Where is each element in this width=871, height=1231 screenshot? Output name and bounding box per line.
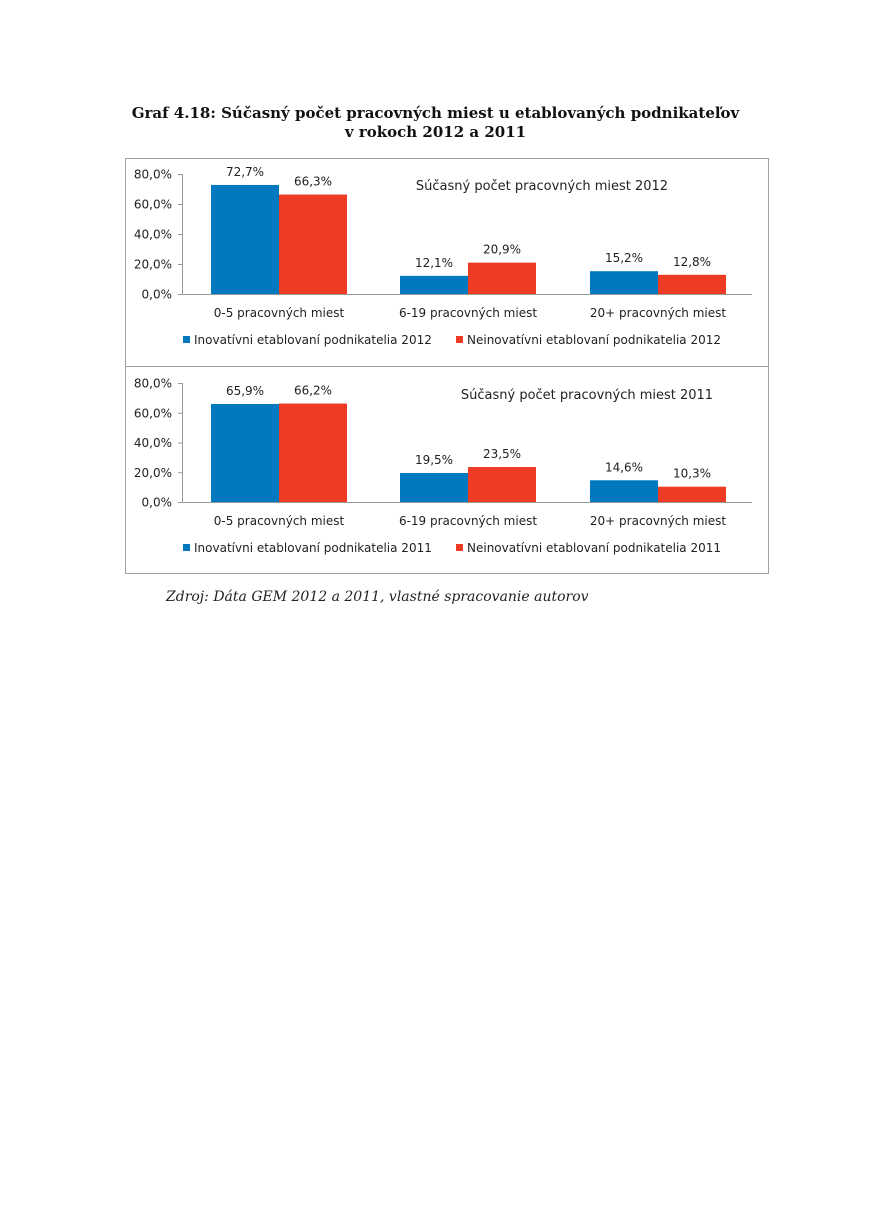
data-label: 14,6% — [604, 460, 644, 475]
bar — [468, 263, 536, 294]
legend-swatch — [183, 336, 190, 343]
data-label: 66,2% — [293, 383, 333, 398]
data-label: 15,2% — [604, 251, 644, 266]
figure-title-line-1: Graf 4.18: Súčasný počet pracovných miest u etablovaných podnikateľov — [131, 104, 740, 122]
legend-label: Inovatívni etablovaní podnikatelia 2012 — [194, 333, 432, 347]
data-label: 66,3% — [293, 174, 333, 189]
x-tick-label: 20+ pracovných miest — [589, 514, 727, 528]
chart-title: Súčasný počet pracovných miest 2011 — [460, 388, 714, 403]
bar — [211, 404, 279, 502]
chart-title: Súčasný počet pracovných miest 2012 — [415, 179, 669, 194]
bar — [590, 480, 658, 502]
bar — [658, 275, 726, 294]
bar — [658, 487, 726, 502]
bar — [400, 276, 468, 294]
source-note: Zdroj: Dáta GEM 2012 a 2011, vlastné spracovanie autorov — [166, 589, 589, 605]
x-tick-label: 6-19 pracovných miest — [398, 306, 538, 320]
y-tick-label: 60,0% — [133, 197, 172, 212]
charts-frame — [0, 0, 871, 600]
x-tick-label: 20+ pracovných miest — [589, 306, 727, 320]
y-tick-label: 0,0% — [141, 495, 172, 510]
y-tick-label: 60,0% — [133, 406, 172, 421]
data-label: 65,9% — [225, 383, 265, 398]
y-tick-label: 80,0% — [133, 167, 172, 182]
bar — [590, 271, 658, 294]
data-label: 19,5% — [414, 452, 454, 467]
y-tick-label: 80,0% — [133, 376, 172, 391]
bar — [211, 185, 279, 294]
data-label: 12,8% — [672, 254, 712, 269]
figure-title-line-2: v rokoch 2012 a 2011 — [344, 123, 527, 141]
legend-label: Inovatívni etablovaní podnikatelia 2011 — [194, 541, 432, 555]
x-tick-label: 6-19 pracovných miest — [398, 514, 538, 528]
y-tick-label: 40,0% — [133, 436, 172, 450]
y-tick-label: 40,0% — [133, 227, 172, 242]
y-tick-label: 20,0% — [133, 465, 172, 480]
bar — [279, 195, 347, 294]
data-label: 20,9% — [482, 242, 522, 257]
data-label: 12,1% — [414, 255, 454, 270]
bar — [400, 473, 468, 502]
x-tick-label: 0-5 pracovných miest — [213, 306, 345, 320]
legend-swatch — [183, 544, 190, 551]
data-label: 72,7% — [225, 164, 265, 179]
y-tick-label: 20,0% — [133, 257, 172, 272]
legend-swatch — [456, 336, 463, 343]
legend-label: Neinovatívni etablovaní podnikatelia 2011 — [467, 541, 722, 555]
x-tick-label: 0-5 pracovných miest — [213, 514, 345, 528]
bar — [468, 467, 536, 502]
bar — [279, 404, 347, 502]
legend-label: Neinovatívni etablovaní podnikatelia 2012 — [467, 333, 722, 347]
legend-swatch — [456, 544, 463, 551]
data-label: 23,5% — [482, 447, 522, 462]
data-label: 10,3% — [672, 466, 712, 481]
y-tick-label: 0,0% — [141, 287, 172, 302]
